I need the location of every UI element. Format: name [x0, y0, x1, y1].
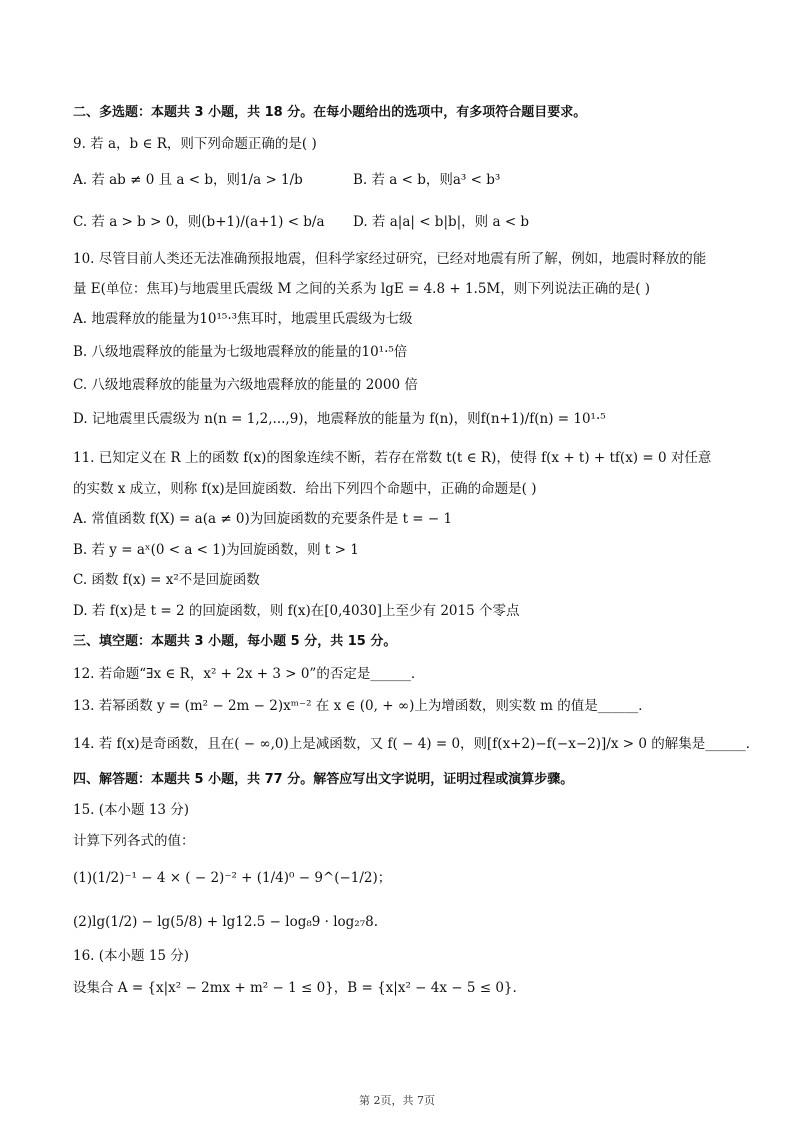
question-13: 13. 若幂函数 y = (m² − 2m − 2)xᵐ⁻² 在 x ∈ (0, + ∞)上为增函数，则实数 m 的值是______．	[73, 698, 652, 714]
question-11-option-a: A. 常值函数 f(X) = a(a ≠ 0)为回旋函数的充要条件是 t = − 1	[73, 511, 453, 527]
question-9-stem: 9. 若 a，b ∈ R，则下列命题正确的是( )	[73, 136, 317, 152]
question-11-stem-line1: 11. 已知定义在 R 上的函数 f(x)的图象连续不断，若存在常数 t(t ∈ R)，使得 f(x + t) + tf(x) = 0 对任意	[73, 450, 712, 466]
question-15-part1: (1)(1/2)⁻¹ − 4 × ( − 2)⁻² + (1/4)⁰ − 9^(−1/2)；	[73, 870, 392, 886]
question-10-stem-line1: 10. 尽管目前人类还无法准确预报地震，但科学家经过研究，已经对地震有所了解，例如，地震时释放的能	[73, 251, 707, 267]
question-11-stem-line2: 的实数 x 成立，则称 f(x)是回旋函数．给出下列四个命题中，正确的命题是( )	[73, 481, 537, 497]
question-10-stem-line2: 量 E(单位：焦耳)与地震里氏震级 M 之间的关系为 lgE = 4.8 + 1.5M，则下列说法正确的是( )	[73, 281, 651, 297]
question-9-option-b: B. 若 a < b，则a³ < b³	[353, 172, 501, 188]
question-10-option-c: C. 八级地震释放的能量为六级地震释放的能量的 2000 倍	[73, 377, 418, 393]
section-answer-heading: 四、解答题：本题共 5 小题，共 77 分。解答应写出文字说明，证明过程或演算步骤。	[73, 772, 574, 787]
section-fill-blank-heading: 三、填空题：本题共 3 小题，每小题 5 分，共 15 分。	[73, 634, 397, 649]
question-11-option-d: D. 若 f(x)是 t = 2 的回旋函数，则 f(x)在[0,4030]上至少有 2015 个零点	[73, 603, 520, 619]
question-14: 14. 若 f(x)是奇函数，且在( − ∞,0)上是减函数，又 f( − 4) = 0，则[f(x+2)−f(−x−2)]/x > 0 的解集是______．	[73, 736, 760, 752]
question-16-text: 设集合 A = {x|x² − 2mx + m² − 1 ≤ 0}，B = {x|x² − 4x − 5 ≤ 0}.	[73, 980, 517, 996]
question-12: 12. 若命题“∃x ∈ R，x² + 2x + 3 > 0”的否定是______．	[73, 666, 425, 682]
question-10-option-a: A. 地震释放的能量为10¹⁵·³焦耳时，地震里氏震级为七级	[73, 311, 413, 327]
question-15-part2: (2)lg(1/2) − lg(5/8) + lg12.5 − log₈9 · log₂₇8.	[73, 914, 379, 930]
question-10-option-b: B. 八级地震释放的能量为七级地震释放的能量的10¹·⁵倍	[73, 344, 408, 360]
question-15-intro: 计算下列各式的值：	[73, 833, 195, 849]
question-11-option-c: C. 函数 f(x) = x²不是回旋函数	[73, 572, 260, 588]
question-10-option-d: D. 记地震里氏震级为 n(n = 1,2,...,9)，地震释放的能量为 f(n)，则f(n+1)/f(n) = 10¹·⁵	[73, 411, 606, 427]
question-11-option-b: B. 若 y = aˣ(0 < a < 1)为回旋函数，则 t > 1	[73, 542, 359, 558]
page-footer: 第 2页，共 7页	[359, 1094, 435, 1107]
question-9-option-a: A. 若 ab ≠ 0 且 a < b，则1/a > 1/b	[73, 172, 303, 188]
question-15-heading: 15. (本小题 13 分)	[73, 802, 190, 818]
question-9-option-d: D. 若 a|a| < b|b|，则 a < b	[353, 214, 530, 230]
question-16-heading: 16. (本小题 15 分)	[73, 948, 190, 964]
section-multiple-choice-heading: 二、多选题：本题共 3 小题，共 18 分。在每小题给出的选项中，有多项符合题目要求。	[73, 105, 587, 120]
question-9-option-c: C. 若 a > b > 0，则(b+1)/(a+1) < b/a	[73, 214, 325, 230]
